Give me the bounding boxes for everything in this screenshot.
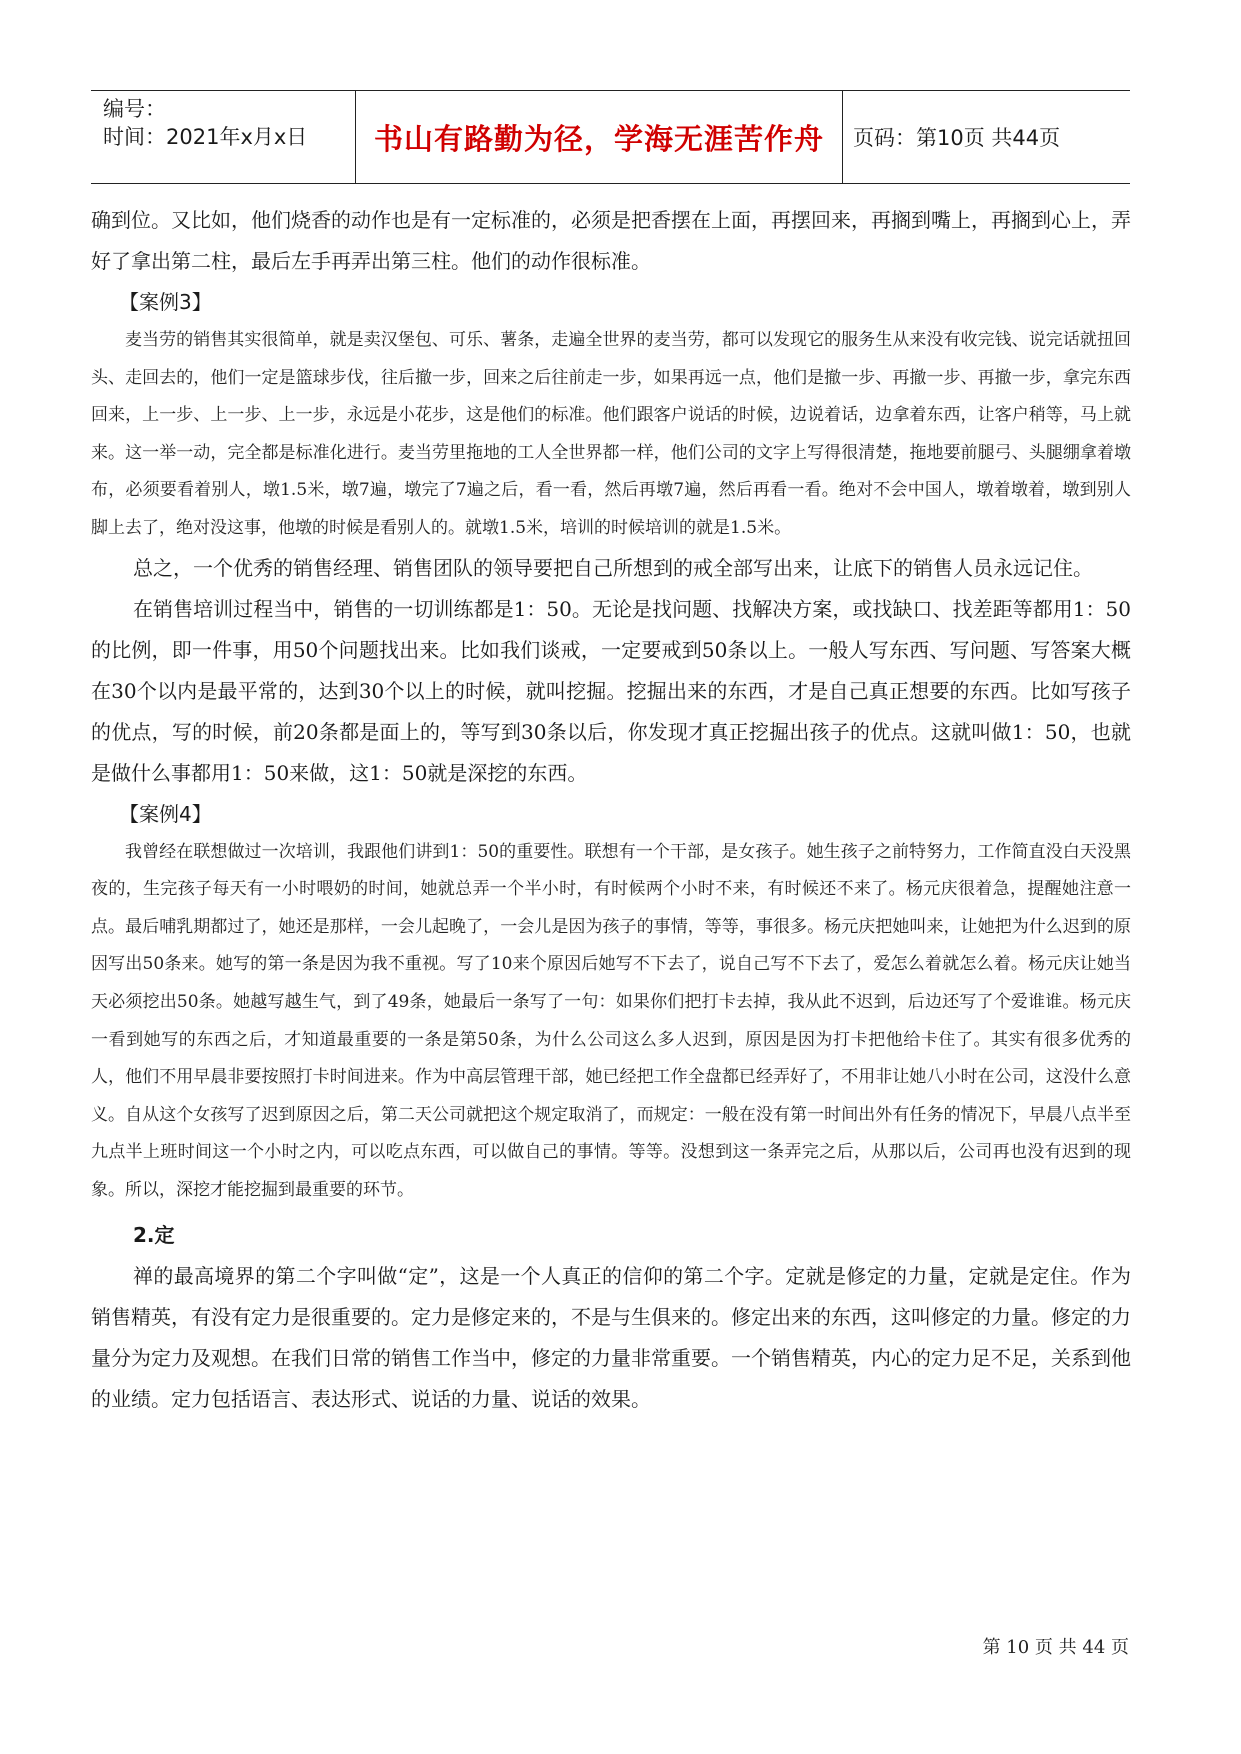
- paragraph: 禅的最高境界的第二个字叫做“定”，这是一个人真正的信仰的第二个字。定就是修定的力量，定就是定住。作为销售精英，有没有定力是很重要的。定力是修定来的，不是与生俱来的。修定出来的东西，这叫修定的力量。修定的力量分为定力及观想。在我们日常的销售工作当中，修定的力量非常重要。一个销售精英，内心的定力足不足，关系到他的业绩。定力包括语言、表达形式、说话的力量、说话的效果。: [91, 1263, 1131, 1411]
- paragraph: 总之，一个优秀的销售经理、销售团队的领导要把自己所想到的戒全部写出来，让底下的销售人员永远记住。: [133, 555, 1093, 580]
- document-body: [91, 200, 1131, 1420]
- case-paragraph: 麦当劳的销售其实很简单，就是卖汉堡包、可乐、薯条，走遍全世界的麦当劳，都可以发现它的服务生从来没有收完钱、说完话就扭回头、走回去的，他们一定是篮球步伐，往后撤一步，回来之后往前走一步，如果再远一点，他们是撤一步、再撤一步、再撤一步，拿完东西回来，上一步、上一步、上一步，永远是小花步，这是他们的标准。他们跟客户说话的时候，边说着话，边拿着东西，让客户稍等，马上就来。这一举一动，完全都是标准化进行。麦当劳里拖地的工人全世界都一样，他们公司的文字上写得很清楚，拖地要前腿弓、头腿绷拿着墩布，必须要看着别人，墩1.5米，墩7遍，墩完了7遍之后，看一看，然后再墩7遍，然后再看一看。绝对不会中国人，墩着墩着，墩到别人脚上去了，绝对没这事，他墩的时候是看别人的。就墩1.5米，培训的时候培训的就是1.5米。: [91, 330, 1131, 538]
- header-info-cell: [91, 91, 355, 183]
- header-motto: 书山有路勤为径，学海无涯苦作舟: [373, 121, 824, 156]
- page-header: [91, 90, 1130, 184]
- header-page-cell: [843, 91, 1130, 183]
- document-number-label: 编号：: [103, 97, 166, 121]
- case-paragraph: 我曾经在联想做过一次培训，我跟他们讲到1：50的重要性。联想有一个干部，是女孩子。她生孩子之前特努力，工作简直没白天没黑夜的，生完孩子每天有一小时喂奶的时间，她就总弄一个半小时，有时候两个小时不来，有时候还不来了。杨元庆很着急，提醒她注意一点。最后哺乳期都过了，她还是那样，一会儿起晚了，一会儿是因为孩子的事情，等等，事很多。杨元庆把她叫来，让她把为什么迟到的原因写出50条来。她写的第一条是因为我不重视。写了10来个原因后她写不下去了，说自己写不下去了，爱怎么着就怎么着。杨元庆让她当天必须挖出50条。她越写越生气，到了49条，她最后一条写了一句：如果你们把打卡去掉，我从此不迟到，后边还写了个爱谁谁。杨元庆一看到她写的东西之后，才知道最重要的一条是第50条，为什么公司这么多人迟到，原因是因为打卡把他给卡住了。其实有很多优秀的人，他们不用早晨非要按照打卡时间进来。作为中高层管理干部，她已经把工作全盘都已经弄好了，不用非让她八小时在公司，这没什么意义。自从这个女孩写了迟到原因之后，第二天公司就把这个规定取消了，而规定：一般在没有第一时间出外有任务的情况下，早晨八点半至九点半上班时间这一个小时之内，可以吃点东西，可以做自己的事情。等等。没想到这一条弄完之后，从那以后，公司再也没有迟到的现象。所以，深挖才能挖掘到最重要的环节。: [91, 841, 1131, 1200]
- section-heading: 2.定: [133, 1222, 175, 1247]
- page-footer: 第 10 页 共 44 页: [982, 1637, 1129, 1658]
- case-heading: 【案例3】: [119, 290, 212, 314]
- paragraph: 确到位。又比如，他们烧香的动作也是有一定标准的，必须是把香摆在上面，再摆回来，再搁到嘴上，再搁到心上，弄好了拿出第二柱，最后左手再弄出第三柱。他们的动作很标准。: [91, 208, 1131, 273]
- header-page-number: 页码：第10页 共44页: [853, 126, 1061, 150]
- case-heading: 【案例4】: [119, 801, 212, 826]
- document-date-label: 时间：2021年x月x日: [103, 125, 308, 149]
- paragraph: 在销售培训过程当中，销售的一切训练都是1：50。无论是找问题、找解决方案，或找缺口、找差距等都用1：50的比例，即一件事，用50个问题找出来。比如我们谈戒，一定要戒到50条以上。一般人写东西、写问题、写答案大概在30个以内是最平常的，达到30个以上的时候，就叫挖掘。挖掘出来的东西，才是自己真正想要的东西。比如写孩子的优点，写的时候，前20条都是面上的，等写到30条以后，你发现才真正挖掘出孩子的优点。这就叫做1：50，也就是做什么事都用1：50来做，这1：50就是深挖的东西。: [91, 596, 1131, 785]
- header-motto-cell: [355, 91, 843, 183]
